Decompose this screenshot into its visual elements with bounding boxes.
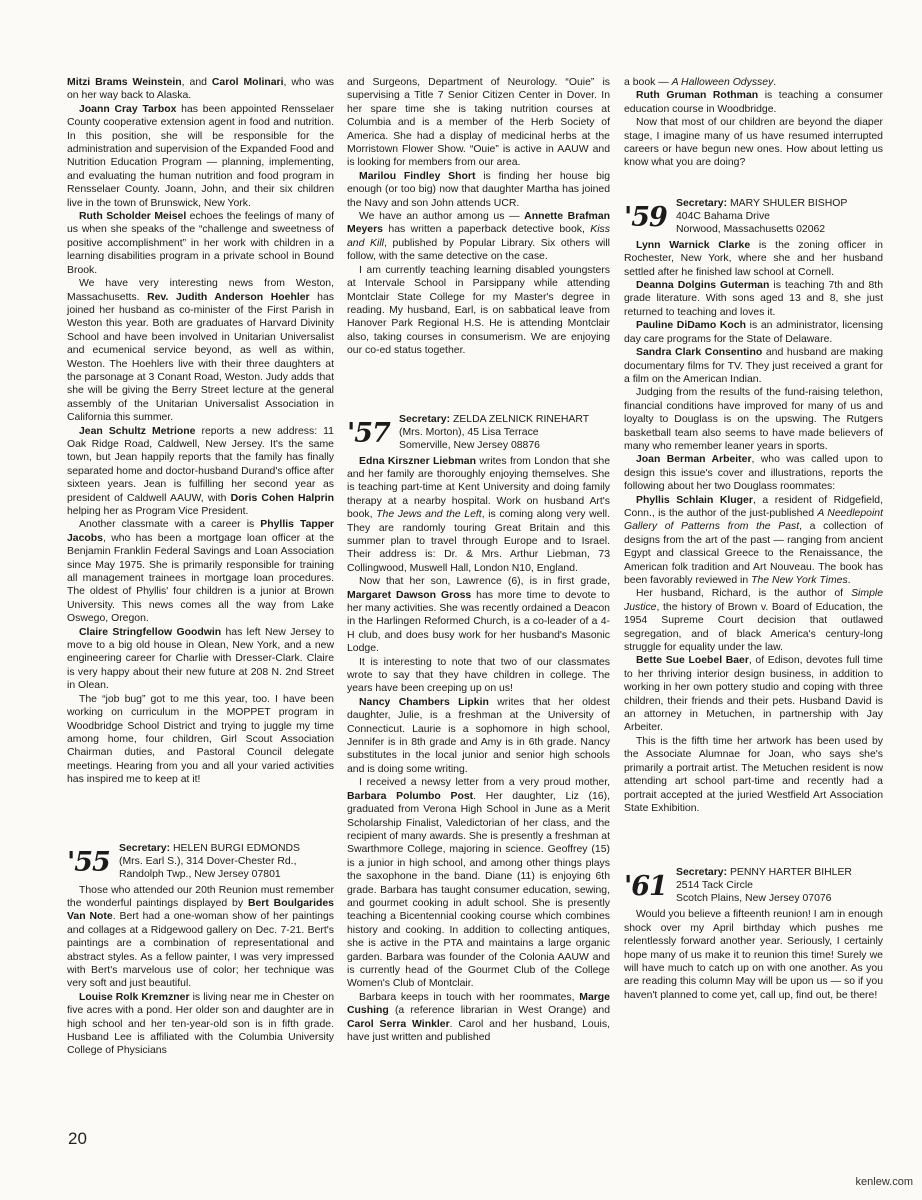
- text: , is coming along very well. They are randomly touring Great Britain and this summer plan to travel through Europe and to Israel. Their address is: Dr. & Mrs. Arthur Liebman, 73 Collingwood, Muswell Hall, London N10, England.: [347, 509, 611, 574]
- address-line: (Mrs. Earl S.), 314 Dover-Chester Rd.,: [119, 855, 297, 867]
- class-section-header-59: [624, 197, 883, 236]
- text: . Carol and her husband, Louis, have just written and published: [347, 1018, 610, 1043]
- classmate-name: Jean Schultz Metrione: [79, 425, 196, 437]
- book-title: A Needlepoint Gallery of Patterns from the Past: [624, 507, 883, 533]
- paragraph: [624, 654, 883, 734]
- class-section-header-61: [624, 866, 883, 905]
- text: I am currently teaching learning disabled youngsters at Intervale School in Parsippany while attending Montclair State College for my Master's degree in reading. My husband, Earl, is on sabbatical leave from Hanover Park Regional H.S. He is attending Montclair also, taking courses in consumerism. We are enjoying our co-ed status together.: [347, 264, 610, 357]
- paragraph: [67, 518, 334, 625]
- paragraph: [67, 277, 334, 424]
- classmate-name: Rev. Judith Anderson Hoehler: [147, 291, 310, 303]
- classmate-name: Louise Rolk Kremzner: [79, 991, 190, 1003]
- paragraph: [624, 908, 883, 1002]
- classmate-name: Barbara Polumbo Post: [347, 790, 474, 802]
- text: . Her daughter, Liz (16), graduated from Verona High School in June as a Merit Scholarship Finalist, Valedictorian of her class, and the recipient of many awards. She is presently a freshman at Swarthmore College, majoring in science. Geoffrey (15) is a junior in high school, and among other things plays the saxophone in the band. Diane (11) is enjoying 6th grade. Barbara has taught consumer education, sewing, and gourmet cooking in adult school. She is presently teaching a Bicentennial cooking course which combines history and cooking. In addition to collecting antiques, she is active in the PTA and maintains a large organic garden. Barbara was founder of the Colonia AAUW and is currently head of the Gourmet Club of the College Women's Club of Montclair.: [347, 790, 610, 990]
- text: is the zoning officer in Rochester, New York, where she and her husband settled after he finished law school at Cornell.: [624, 239, 883, 278]
- classmate-name: Bette Sue Loebel Baer: [636, 655, 749, 667]
- text: Her husband, Richard, is the author of: [636, 588, 852, 600]
- class-year: '59: [624, 201, 667, 233]
- paragraph: [624, 453, 883, 493]
- text: The “job bug” got to me this year, too. I have been working on curriculum in the MOPPET program in Woodbridge School District and trying to juggle my time among home, four children, Girl Scout Association Chairman duties, and Pastoral Council delegate meetings. Hearing from you and all your varied activities has inspired me to keep at it!: [67, 693, 334, 786]
- secretary-name: MARY SHULER BISHOP: [729, 197, 848, 209]
- classmate-name: Ruth Scholder Meisel: [79, 211, 187, 223]
- secretary-address: [119, 842, 300, 881]
- text: (a reference librarian in West Orange) and: [388, 1005, 610, 1017]
- text: is teaching 7th and 8th grade literature. With sons aged 13 and 8, she just returned to teaching and loves it.: [624, 280, 883, 318]
- text: This is the fifth time her artwork has been used by the Associate Alumnae for Joan, who says she's primarily a portrait artist. The Metuchen resident is now attending art school part-time and recently had a portrait accepted at the juried Westfield Art Association State Exhibition.: [624, 735, 883, 814]
- classmate-name: Deanna Dolgins Guterman: [636, 280, 770, 292]
- secretary-address: [399, 413, 589, 452]
- paragraph: [67, 425, 334, 519]
- paragraph: [624, 386, 883, 453]
- classmate-name: Nancy Chambers Lipkin: [359, 696, 489, 708]
- paragraph: [624, 587, 883, 654]
- secretary-label: Secretary:: [119, 842, 171, 854]
- text: , and: [181, 77, 212, 88]
- classmate-name: Carol Molinari: [211, 77, 284, 88]
- class-year: '57: [347, 417, 390, 449]
- text: is living near me in Chester on five acres with a pond. Her older son and daughter are in high school and her ten-year-old son is in fifth grade. Husband Lee is affiliated with the Columbia University College of Physicians: [67, 991, 335, 1057]
- address-line: 2514 Tack Circle: [676, 880, 753, 892]
- text: writes from London that she and her family are thoroughly enjoying themselves. She is teaching part-time at Kent University and doing family therapy at a nearby hospital. Work on husband Art's book,: [347, 455, 611, 521]
- text: has joined her husband as co-minister of the First Parish in Weston this year. Both are graduates of Harvard Divinity School and have been involved in Unitarian Universalist and ecumenical service beyond, as well as within, Weston. The Hoehlers live with their three daughters at the parsonage at 3 Conant Road, Weston. Judy adds that she will be giving the Berry Street lecture at the general assembly of the Unitarian Universalist Association in California this summer.: [67, 291, 334, 424]
- classmate-name: Carol Serra Winkler: [347, 1018, 450, 1030]
- class-section-header-55: [67, 842, 334, 881]
- paragraph: [347, 575, 610, 655]
- text: is an administrator, licensing day care programs for the State of Delaware.: [624, 320, 883, 345]
- classmate-name: Phyllis Schlain Kluger: [636, 494, 753, 506]
- secretary-label: Secretary:: [676, 867, 728, 879]
- text: , published by Popular Library. Six others will follow, with the same detective on the case.: [347, 237, 610, 263]
- paragraph: [67, 210, 334, 277]
- paragraph: [624, 494, 883, 588]
- classmate-name: Edna Kirszner Liebman: [359, 455, 476, 467]
- text: reports a new address: 11 Oak Ridge Road, Caldwell, New Jersey. It's the same town, but Jean happily reports that the family has finally separated home and doctor-husband Durand's office after sixteen years. Jean is fulfilling her second year as president of Caldwell AAUW, with: [67, 425, 334, 504]
- book-title: A Halloween Odyssey: [671, 77, 774, 88]
- classmate-name: Doris Cohen Halprin: [230, 492, 335, 504]
- book-title: The Jews and the Left: [376, 509, 482, 521]
- book-title: Kiss and Kill: [347, 224, 610, 249]
- paragraph: [347, 170, 610, 210]
- text: has been appointed Rensselaer County cooperative extension agent in food and nutrition. In this position, she will be responsible for the administration and supervision of the Expanded Food and Nutrition Education Program — planning, implementing, and evaluating the human nutrition and food program in Rensselaer County. Joann, John, and their six children live in the town of Brunswick, New York.: [67, 103, 334, 209]
- text: and husband are making documentary films for TV. They just received a grant for a film on the American Indian.: [624, 347, 883, 385]
- paragraph: [624, 89, 883, 116]
- paragraph: [624, 116, 883, 170]
- text: .: [773, 77, 777, 88]
- paragraph: [347, 776, 610, 991]
- class-year: '61: [624, 871, 667, 903]
- secretary-name: ZELDA ZELNICK RINEHART: [452, 413, 590, 425]
- text: helping her as Program Vice President.: [67, 506, 249, 517]
- text: I received a newsy letter from a very proud mother,: [359, 777, 610, 789]
- classmate-name: Marilou Findley Short: [359, 170, 476, 182]
- text: has more time to devote to her many activities. She was recently ordained a Deacon in the Harlingen Reformed Church, is a co-leader of a 4-H club, and does busy work for her husband's Masonic Lodge.: [347, 589, 610, 655]
- secretary-name: PENNY HARTER BIHLER: [729, 867, 852, 879]
- paragraph: [67, 103, 334, 210]
- classmate-name: Ruth Gruman Rothman: [636, 90, 759, 102]
- text: echoes the feelings of many of us when she speaks of the “challenge and sweetness of positive accomplishment” in her work with children in a learning disabilities program in a private school in Bound Brook.: [67, 211, 334, 276]
- address-line: Scotch Plains, New Jersey 07076: [676, 893, 832, 905]
- classmate-name: Mitzi Brams Weinstein: [67, 77, 182, 88]
- text: has written a paperback detective book,: [382, 224, 591, 236]
- paragraph: [347, 455, 610, 576]
- secretary-address: [676, 866, 852, 905]
- address-line: Randolph Twp., New Jersey 07801: [119, 868, 281, 880]
- text: , a collection of designs from the art of the past — ranging from ancient Egypt and classical Greece to the Renaissance, the American folk tradition and Art Nouveau. The book has been favorably reviewed in: [624, 521, 884, 586]
- paragraph: [347, 656, 610, 696]
- text: Barbara keeps in touch with her roommates,: [359, 991, 580, 1003]
- classmate-name: Lynn Warnick Clarke: [636, 239, 751, 251]
- paragraph: [624, 76, 883, 89]
- classmate-name: Bert Boulgarides Van Note: [67, 897, 334, 923]
- paragraph: [347, 264, 610, 358]
- paragraph: [67, 76, 334, 103]
- paragraph: [624, 735, 883, 815]
- secretary-label: Secretary:: [676, 197, 728, 209]
- text: is teaching a consumer education course in Woodbridge.: [624, 90, 884, 115]
- page-number: 20: [68, 1129, 87, 1148]
- paragraph: [624, 279, 883, 319]
- secretary-label: Secretary:: [399, 413, 451, 425]
- address-line: 404C Bahama Drive: [676, 210, 770, 222]
- text: , a resident of Ridgefield, Conn., is the author of the just-published: [624, 494, 884, 519]
- secretary-address: [676, 197, 847, 236]
- paragraph: [347, 696, 610, 776]
- classmate-name: Claire Stringfellow Goodwin: [79, 626, 222, 638]
- column-1: [67, 76, 334, 1058]
- classmate-name: Joann Cray Tarbox: [79, 103, 177, 115]
- classmate-name: Annette Brafman Meyers: [347, 211, 611, 236]
- paragraph: [347, 991, 610, 1045]
- classmate-name: Marge Cushing: [347, 991, 610, 1017]
- address-line: Norwood, Massachusetts 02062: [676, 223, 826, 235]
- paragraph: [67, 884, 334, 991]
- publication-title: The New York Times: [751, 575, 848, 586]
- class-section-header-57: [347, 413, 610, 452]
- secretary-name: HELEN BURGI EDMONDS: [172, 842, 300, 854]
- text: It is interesting to note that two of our classmates wrote to say that they have children in college. The years have been creeping up on us!: [347, 656, 610, 695]
- classmate-name: Sandra Clark Consentino: [636, 347, 763, 359]
- text: . Bert had a one-woman show of her paintings and collages at a Ridgewood gallery on Dec. 7-21. Bert's paintings are a combination of representational and abstract styles. As a fellow painter, I was very impressed with Bert's marvelous use of color; her technique was very soft and just beautiful.: [67, 911, 334, 990]
- text: , of Edison, devotes full time to her thriving interior design business, in addition to working in her own pottery studio and coping with three children, their friends and their pets. Husband David is an attorney in Metuchen, in partnership with Jay Arbeiter.: [624, 655, 883, 734]
- text: We have an author among us —: [359, 211, 525, 223]
- text: , who was on her way back to Alaska.: [67, 77, 334, 102]
- paragraph: [624, 346, 883, 386]
- text: Now that most of our children are beyond the diaper stage, I imagine many of us have resumed interrupted careers or have begun new ones. How about letting us know what you are doing?: [624, 117, 883, 169]
- text: , who has been a mortgage loan officer at the Benjamin Franklin Federal Savings and Loan Association since May 1975. She is primarily responsible for training all management trainees in mortgage loan procedures. The oldest of Phyllis' four children is a junior at Brown University. This news comes all the way from Lake Oswego, Oregon.: [67, 532, 334, 625]
- column-2: [347, 76, 610, 1044]
- paragraph: [624, 239, 883, 279]
- text: , who was called upon to design this issue's cover and illustrations, reports the following about her two Douglass roommates:: [624, 454, 883, 493]
- text: Judging from the results of the fund-raising telethon, financial conditions have improved for many of us and loyalty to Douglass is on the upswing. The Rutgers basketball team also seems to have made believers of many who remember leaner years in sports.: [624, 387, 883, 452]
- text: is finding her house big enough (or too big) now that daughter Martha has joined the Navy and son John attends UCR.: [347, 170, 611, 209]
- text: writes that her oldest daughter, Julie, is a freshman at the University of Connecticut. Laurie is a sophomore in high school, Jennifer is in 8th grade and Amy is in 6th grade. Nancy substitutes in the local junior and senior high schools and is doing some writing.: [347, 696, 611, 775]
- text: Would you believe a fifteenth reunion! I am in enough shock over my April birthday which pushes me relentlessly forward another year. Seriously, I certainly hope many of us make it to reunion this time! Surely we will have much to catch up on with one another. As you are reading this column May will be upon us — so if you haven't planned to come yet, call up, find out, be there!: [624, 909, 883, 1001]
- paragraph: [347, 76, 610, 170]
- class-year: '55: [67, 846, 110, 878]
- text: Another classmate with a career is: [79, 519, 261, 531]
- text: Those who attended our 20th Reunion must remember the wonderful paintings displayed by: [67, 884, 334, 909]
- paragraph: [624, 319, 883, 346]
- address-line: (Mrs. Morton), 45 Lisa Terrace: [399, 426, 539, 438]
- column-3: [624, 76, 883, 1002]
- paragraph: [67, 693, 334, 787]
- text: , the history of Brown v. Board of Education, the 1954 Supreme Court decision that outlawed segregation, and of black America's century-long struggle for equality under the law.: [624, 601, 883, 654]
- paragraph: [67, 991, 334, 1058]
- text: has left New Jersey to move to a big old house in Olean, New York, and a new engineering career for Charlie with Dresser-Clark. Claire is very happy about their new future at 208 N. 2nd Street in Olean.: [67, 626, 334, 692]
- text: and Surgeons, Department of Neurology. “Ouie” is supervising a Title 7 Senior Citizen Center in Dover. In her spare time she is taking nutrition courses at Columbia and is a member of the Herb Society of America. She had a display of medicinal herbs at the Morristown Flower Show. “Ouie” is active in AAUW and is looking for members from our area.: [347, 77, 610, 169]
- book-title: Simple Justice: [624, 588, 883, 613]
- text: a book —: [624, 77, 672, 88]
- address-line: Somerville, New Jersey 08876: [399, 439, 540, 451]
- watermark: kenlew.com: [855, 1176, 913, 1188]
- classmate-name: Joan Berman Arbeiter: [636, 454, 752, 466]
- paragraph: [67, 626, 334, 693]
- text: We have very interesting news from Weston, Massachusetts.: [67, 278, 334, 303]
- classmate-name: Margaret Dawson Gross: [347, 589, 472, 601]
- text: .: [847, 575, 851, 586]
- paragraph: [347, 210, 610, 264]
- text: Now that her son, Lawrence (6), is in first grade,: [359, 576, 610, 588]
- classmate-name: Pauline DiDamo Koch: [636, 320, 746, 332]
- classmate-name: Phyllis Tapper Jacobs: [67, 519, 334, 544]
